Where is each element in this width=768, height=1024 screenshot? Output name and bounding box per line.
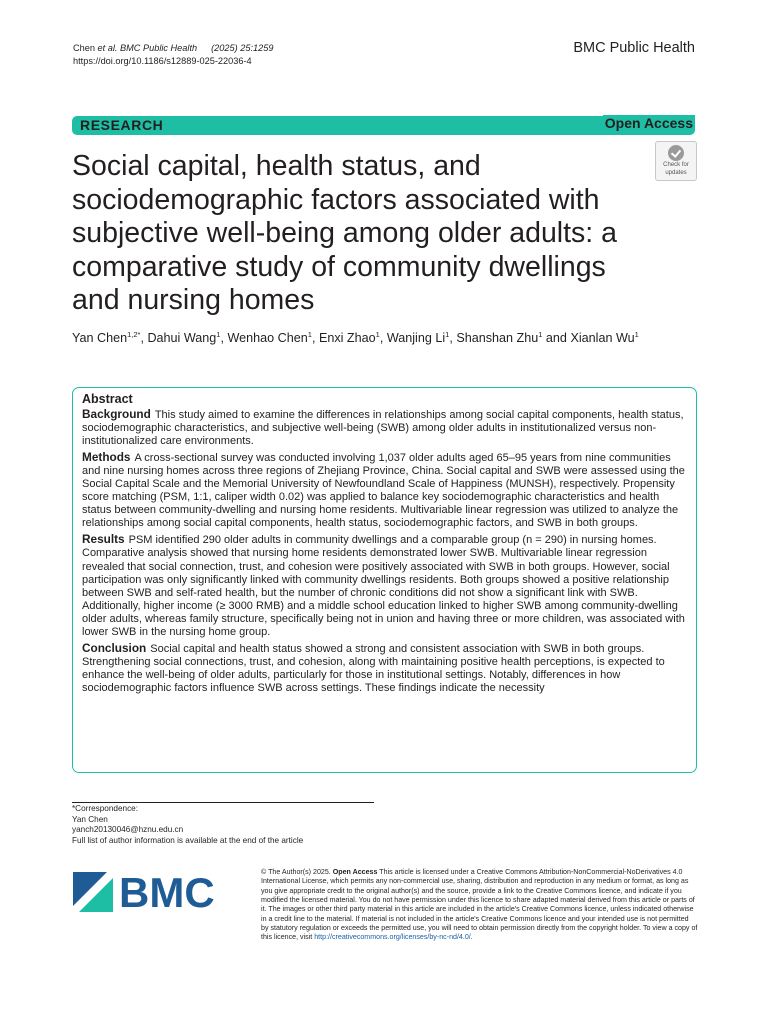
author[interactable]: Wanjing Li$^1$	[386, 330, 450, 346]
abstract-background: Background This study aimed to examine the differences in relationships among social capital components, health status, sociodemographic characteristics, and subjective well-being (SWB) among older adults in institutionalized versus non-institutionalized care environments.	[82, 407, 684, 448]
running-header	[73, 42, 273, 68]
open-access-label: Open Access	[604, 115, 693, 131]
author[interactable]: Wenhao Chen$^1$	[227, 330, 312, 346]
author[interactable]: Enxi Zhao$^1$	[318, 330, 380, 346]
article-type-bar	[72, 116, 695, 135]
correspondence-label: *Correspondence:	[72, 804, 138, 813]
footnote-divider	[72, 802, 374, 803]
check-updates-badge[interactable]	[655, 141, 697, 181]
license-link[interactable]: http://creativecommons.org/licenses/by-nc-nd/4.0/	[314, 933, 471, 942]
citation-line: Chen et al. BMC Public Health (2025) 25:1259	[73, 43, 274, 53]
article-type-label: RESEARCH	[80, 117, 164, 133]
author-info-note: Full list of author information is available at the end of the article	[72, 835, 304, 845]
abstract-heading: Abstract	[82, 392, 133, 406]
correspondence-name: Yan Chen	[72, 814, 108, 824]
bmc-logo-icon	[73, 872, 215, 912]
abstract-results: Results PSM identified 290 older adults in community dwellings and a comparable group (n = 290) in nursing homes. Comparative analysis showed that nursing home residents demonstrated lower SWB. Multivariable linear regression revealed that social connection, trust, and cohesion were positively associated with SWB in both groups. However, social participation was only significantly linked with community dwellings residents. Both groups showed a positive relationship between SWB and self-rated health, but the number of chronic conditions did not show a significant link with SWB. Additionally, higher income (≥ 3000 RMB) and a middle school education linked to higher SWB among community-dwelling older adults, whereas family structure, specifically being not in union and having three or more children, was associated with lower SWB in the nursing home group.	[82, 532, 685, 638]
correspondence-block	[72, 804, 303, 846]
citation-year: (2025) 25:1259	[211, 43, 274, 53]
check-updates-icon	[668, 145, 684, 161]
journal-name: BMC Public Health	[573, 40, 695, 56]
abstract-methods: Methods A cross-sectional survey was conducted involving 1,037 older adults aged 65–95 years from nine communities and nine nursing homes across three regions of Zhejiang Province, China. Social capital and SWB were assessed using the Social Capital Scale and the Memorial University of Newfoundland Scale of Happiness (MUNSH), respectively. Propensity score matching (PSM, 1:1, caliper width 0.02) was applied to balance key sociodemographic characteristics and health status between community-dwelling and nursing home residents. Multivariable linear regression was utilized to analyze the relationships among social capital components, health status, sociodemographic factors, and SWB in both groups.	[82, 450, 685, 530]
author[interactable]: Yan Chen$^{1,2*}$	[72, 330, 141, 346]
author[interactable]: Shanshan Zhu$^1$	[456, 330, 543, 346]
abstract-box	[72, 387, 697, 773]
bmc-logo-text: BMC	[119, 872, 215, 912]
author-list: Yan Chen$^{1,2*}$, Dahui Wang$^1$, Wenhao Chen$^1$, Enxi Zhao$^1$, Wanjing Li$^1$, Shanshan Zhu$^1$ and Xianlan Wu$^1$	[72, 330, 639, 346]
abstract-conclusion: Conclusion Social capital and health status showed a strong and consistent association with SWB in both groups. Strengthening social connections, trust, and cohesion, along with maintaining positive health perceptions, is expected to enhance the well-being of older adults, particularly for those in institutional settings. Notably, differences in how sociodemographic factors influence SWB across settings. These findings indicate the necessity	[82, 640, 665, 694]
author[interactable]: Xianlan Wu$^1$	[570, 330, 639, 346]
bmc-logo	[73, 872, 215, 917]
article-title: Social capital, health status, and sociodemographic factors associated with subjective well-being among older adults: a comparative study of community dwellings and nursing homes	[72, 150, 617, 316]
check-updates-line2: updates	[665, 169, 687, 176]
correspondence-email[interactable]: yanch20130046@hznu.edu.cn	[72, 825, 184, 835]
check-updates-line1: Check for	[663, 162, 689, 168]
license-open-access: Open Access	[332, 868, 378, 876]
license-text: © The Author(s) 2025. Open Access This article is licensed under a Creative Commons Attribution-NonCommercial-NoDerivatives 4.0 International License, which permits any non-commercial use, sharing, distribution and reproduction in any medium or format, as long as you give appropriate credit to the original author(s) and the source, provide a link to the Creative Commons licence, and indicate if you modified the licensed material. You do not have permission under this licence to share adapted material derived from this article or parts of it. The images or other third party material in this article are included in the article's Creative Commons licence, unless indicated otherwise in a credit line to the material. If material is not included in the article's Creative Commons licence and your intended use is not permitted by statutory regulation or exceeds the permitted use, you will need to obtain permission directly from the copyright holder. To view a copy of this licence, visit http://creativecommons.org/licenses/by-nc-nd/4.0/.	[261, 868, 698, 942]
doi-link[interactable]: https://doi.org/10.1186/s12889-025-22036-4	[73, 56, 252, 66]
author[interactable]: Dahui Wang$^1$	[147, 330, 221, 346]
